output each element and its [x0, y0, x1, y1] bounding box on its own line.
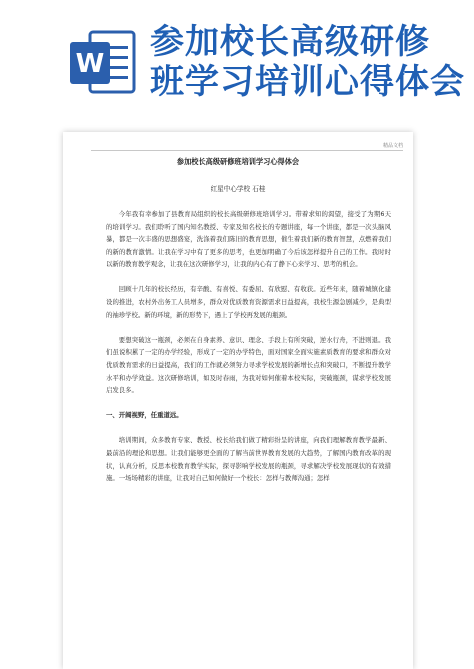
word-document-icon [68, 26, 138, 98]
body-paragraph: 回顾十几年的校长经历，有辛酸、有喜悦、有委屈、有欣慰、有收获。近些年来，随着城镇化建设的推进，农村外出务工人员增多，群众对优质教育资源需求日益提高，我校生源急剧减少，是典型的袖珍学校。新的环境，新的形势下，遇上了学校再发展的瓶颈。 [106, 285, 391, 319]
banner-title [150, 22, 470, 102]
header-note: 精品文档 [382, 143, 403, 149]
document-body [106, 208, 391, 497]
body-paragraph: 今年我有幸参加了县教育局组织的校长高级研修班培训学习。带着求知的渴望，接受了为期6天的培训学习。我们聆听了国内知名教授、专家及知名校长的专题讲座，每一个讲座，都是一次头脑风暴，都是一次丰盛的思想盛宴，洗涤着我们陈旧的教育思想，催生着我们新的教育智慧，点燃着我们的新的教育激情。让我在学习中有了更多的思考，也更加明确了今后该怎样提升自己的工作。我时时以新的教育教学观念，让我在这次研修学习，让我的内心有了静下心来学习、思考的机会。 [106, 210, 391, 269]
banner-title-line-1: 参加校长高级研修 [150, 22, 430, 62]
banner-title-line-2: 班学习培训心得体会 [150, 62, 465, 102]
header-divider [91, 150, 403, 151]
document-author: 红星中心学校 石桂 [210, 185, 266, 193]
word-icon-letter: W [75, 49, 105, 79]
section-heading: 一、开阔视野，任重道远。 [106, 411, 183, 420]
document-title: 参加校长高级研修班培训学习心得体会 [176, 157, 300, 166]
body-paragraph: 要想突破这一瓶颈，必须在自身素养、意识、理念、手段上有所突破，逆水行舟，不进则退。我们虽说积累了一定的办学经验，形成了一定的办学特色，面对国家全面实施素质教育的要求和群众对优质教育需求的日益提高，我们的工作就必须努力寻求学校发展的新增长点和突破口，不断提升教学水平和办学效益。这次研修培训，如及时春雨，为我对如何催着本校实际，突破瓶颈，谋求学校发展启发良多。 [106, 335, 391, 395]
cover-banner [0, 0, 474, 120]
document-page [63, 132, 413, 669]
body-paragraph: 培训期间，众多教育专家、教授、校长给我们做了精彩纷呈的讲座，向我们理解教育教学最新、最前沿的理论和思想。让我们能够更全面的了解当前世界教育发展的大趋势，了解国内教育改革的现状，认真分析，反思本校教育教学实际，探寻影响学校发展的瓶颈，寻求解决学校发展现状的有效措施。一场场精彩的讲座，让我对自己如何做好一个校长：怎样与教师沟通；怎样 [106, 436, 391, 483]
